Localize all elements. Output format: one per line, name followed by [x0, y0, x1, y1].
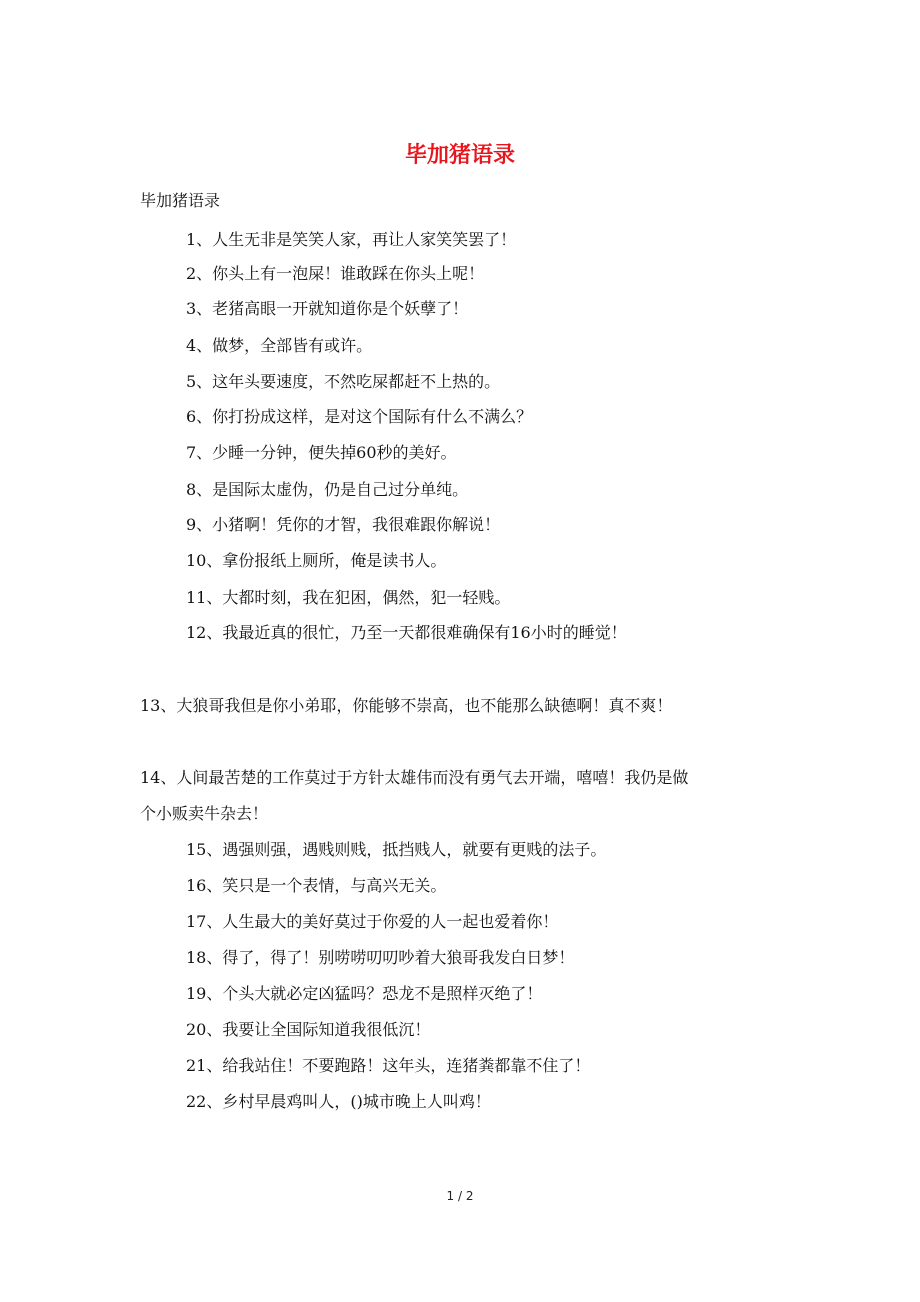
quote-line-21: 21、给我站住！不要跑路！这年头，连猪粪都靠不住了！ [186, 1056, 591, 1075]
quote-line-3: 3、老猪高眼一开就知道你是个妖孽了！ [186, 299, 469, 318]
quote-line-19: 19、个头大就必定凶猛吗？恐龙不是照样灭绝了！ [186, 984, 543, 1003]
quote-line-22: 22、乡村早晨鸡叫人，()城市晚上人叫鸡！ [186, 1092, 491, 1111]
quote-line-15: 15、遇强则强，遇贱则贱，抵挡贱人，就要有更贱的法子。 [186, 840, 607, 859]
quote-line-5: 5、这年头要速度，不然吃屎都赶不上热的。 [186, 372, 501, 391]
quote-line-9: 9、小猪啊！凭你的才智，我很难跟你解说！ [186, 515, 501, 534]
quote-line-4: 4、做梦，全部皆有或许。 [186, 336, 373, 355]
subtitle: 毕加猪语录 [140, 191, 221, 210]
quote-line-17: 17、人生最大的美好莫过于你爱的人一起也爱着你！ [186, 912, 559, 931]
quote-line-13: 13、大狼哥我但是你小弟耶，你能够不崇高，也不能那么缺德啊！真不爽！ [140, 696, 673, 715]
page-number: 1 / 2 [446, 1189, 474, 1203]
quote-line-16: 16、笑只是一个表情，与高兴无关。 [186, 876, 447, 895]
quote-line-6: 6、你打扮成这样，是对这个国际有什么不满么？ [186, 407, 533, 426]
quote-line-14-continued: 个小贩卖牛杂去！ [140, 804, 269, 823]
quote-line-11: 11、大都时刻，我在犯困，偶然，犯一轻贱。 [186, 588, 511, 607]
quote-line-7: 7、少睡一分钟，便失掉60秒的美好。 [186, 443, 457, 462]
quote-line-12: 12、我最近真的很忙，乃至一天都很难确保有16小时的睡觉！ [186, 623, 627, 642]
quote-line-20: 20、我要让全国际知道我很低沉！ [186, 1020, 431, 1039]
quote-line-14: 14、人间最苦楚的工作莫过于方针太雄伟而没有勇气去开端，嘻嘻！我仍是做 [140, 768, 689, 787]
quote-line-18: 18、得了，得了！别唠唠叨叨吵着大狼哥我发白日梦！ [186, 948, 575, 967]
quote-line-1: 1、人生无非是笑笑人家，再让人家笑笑罢了！ [186, 230, 517, 249]
quote-line-8: 8、是国际太虚伪，仍是自己过分单纯。 [186, 480, 469, 499]
page-title: 毕加猪语录 [404, 142, 515, 168]
quote-line-10: 10、拿份报纸上厕所，俺是读书人。 [186, 551, 447, 570]
quote-line-2: 2、你头上有一泡屎！谁敢踩在你头上呢！ [186, 264, 485, 283]
